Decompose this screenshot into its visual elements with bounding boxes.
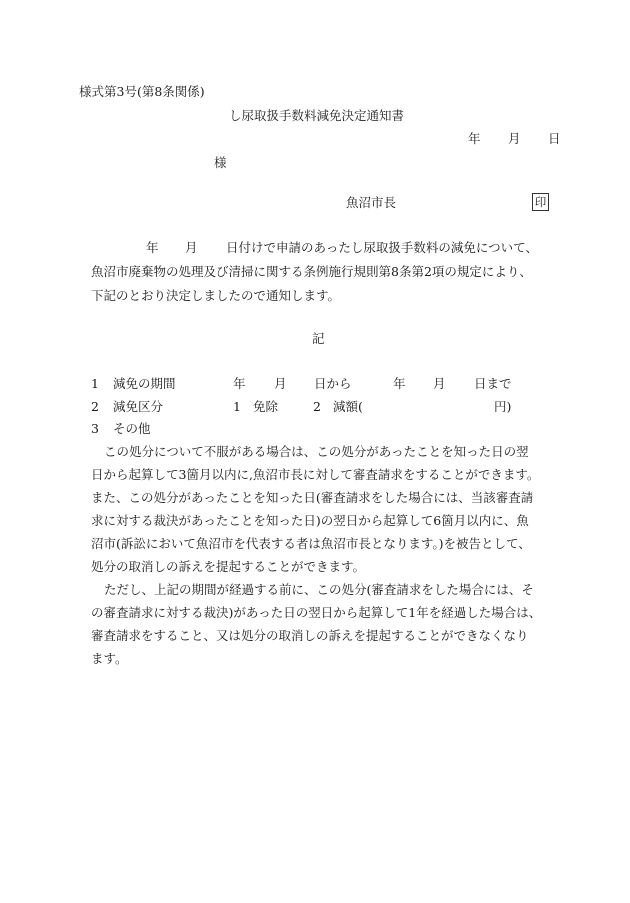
item-2-yen: 円): [494, 399, 512, 414]
date-year: 年: [468, 131, 481, 146]
item-3-number: 3: [91, 421, 99, 436]
item-2-label: 減免区分: [113, 399, 164, 414]
item-3-label: その他: [113, 421, 151, 436]
item-2-number: 2: [91, 399, 99, 414]
intro-month: 月: [185, 240, 198, 255]
notice-1-line-4: 求に対する裁決があったことを知った日)の翌日から起算して6箇月以内に、魚: [91, 513, 529, 528]
notice-1-line-2: 日から起算して3箇月以内に,魚沼市長に対して審査請求をすることができます。: [91, 467, 540, 482]
ki-heading: 記: [312, 331, 325, 346]
notice-1-line-3: また、この処分があったことを知った日(審査請求をした場合には、当該審査請: [91, 490, 534, 505]
notice-2-line-1: ただし、上記の期間が経過する前に、この処分(審査請求をした場合には、そ: [104, 582, 534, 597]
notice-1-line-1: この処分について不服がある場合は、この処分があったことを知った日の翌: [104, 444, 529, 459]
notice-1-line-5: 沼市(訴訟において魚沼市を代表する者は魚沼市長となります。)を被告として、: [91, 536, 531, 551]
form-number: 様式第3号(第8条関係): [79, 84, 205, 99]
item-1-to-month: 月: [433, 376, 446, 391]
item-1-to-day: 日まで: [474, 376, 512, 391]
intro-year: 年: [146, 240, 159, 255]
item-2-option-1-number: 1: [233, 399, 241, 414]
item-2-option-2-number: 2: [313, 399, 321, 414]
item-1-to-year: 年: [393, 376, 406, 391]
item-2-option-1-label: 免除: [253, 399, 279, 414]
notice-2-line-4: ます。: [91, 651, 128, 666]
intro-line1: 日付けで申請のあったし尿取扱手数料の減免について、: [226, 240, 538, 255]
document-title: し尿取扱手数料減免決定通知書: [229, 108, 405, 123]
intro-line2: 魚沼市廃棄物の処理及び清掃に関する条例施行規則第8条第2項の規定により、: [91, 264, 532, 279]
item-2-option-2-label: 減額(: [333, 399, 363, 414]
notice-1-line-6: 処分の取消しの訴えを提起することができます。: [91, 559, 366, 574]
date-month: 月: [508, 131, 521, 146]
issuer-name: 魚沼市長: [346, 195, 397, 210]
item-1-number: 1: [91, 376, 99, 391]
item-1-from-month: 月: [274, 376, 287, 391]
item-1-label: 減免の期間: [113, 376, 176, 391]
intro-line3: 下記のとおり決定しましたので通知します。: [91, 288, 341, 303]
item-1-from-year: 年: [233, 376, 246, 391]
seal-mark: 印: [532, 193, 549, 211]
date-day: 日: [548, 131, 561, 146]
item-1-from-day: 日から: [314, 376, 352, 391]
notice-2-line-3: 審査請求をすること、又は処分の取消しの訴えを提起することができなくなり: [91, 628, 529, 643]
notice-2-line-2: の審査請求に対する裁決)があった日の翌日から起算して1年を経過した場合は、: [91, 605, 542, 620]
addressee-suffix: 様: [214, 155, 227, 170]
